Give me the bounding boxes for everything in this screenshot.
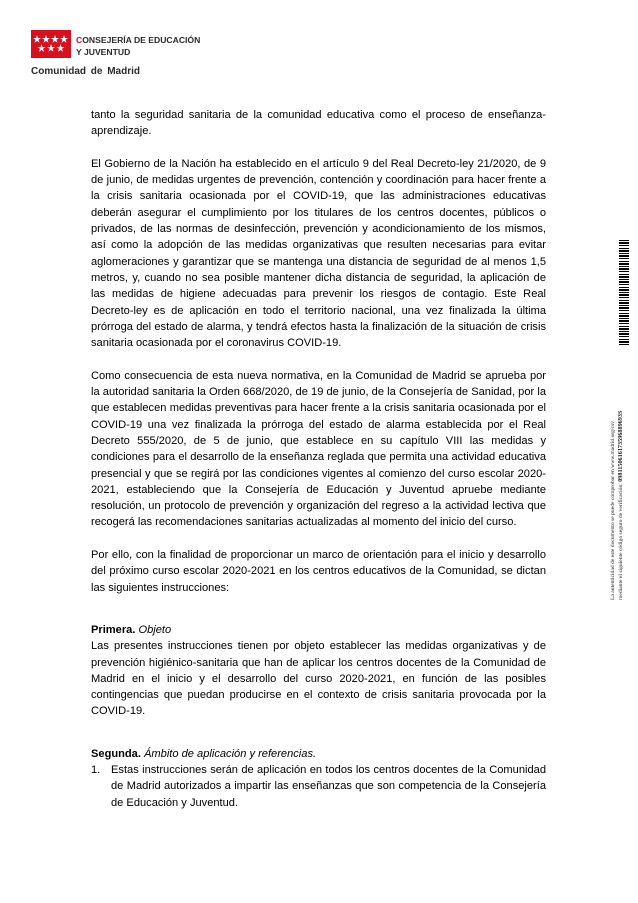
- paragraph-4: Por ello, con la finalidad de proporcionar un marco de orientación para el inicio y desarrollo del próximo curso escolar 2020-2021 en los centros educativos de la Comunidad, se dictan las siguientes instrucciones:: [91, 549, 546, 594]
- list-item-text: Estas instrucciones serán de aplicación en todos los centros docentes de la Comunidad de Madrid autorizados a impartir las enseñanzas que son competencia de la Consejería de Educación y Juventud.: [111, 763, 546, 809]
- document-body: [91, 107, 546, 811]
- verification-line1: La autenticidad de este documento se puede comprobar en www.madrid.org/csv: [610, 421, 616, 600]
- section-1-subtitle: Objeto: [138, 623, 172, 636]
- paragraph-3: Como consecuencia de esta nueva normativa, en la Comunidad de Madrid se aprueba por la autoridad sanitaria la Orden 668/2020, de 19 de junio, de la Consejería de Sanidad, por la que establecen medidas preventivas para hacer frente a la crisis sanitaria ocasionada por el COVID-19 una vez finalizada la prórroga del estado de alarma establecida por el Real Decreto 555/2020, de 5 de junio, que establece en su capítulo VIII las medidas y condiciones para el desarrollo de la enseñanza reglada que permita una actividad educativa presencial y que se regirá por las condiciones vigentes al comienzo del curso escolar 2020-2021, estableciendo que la Consejería de Educación y Juventud apruebe mediante resolución, un protocolo de prevención y organización del regreso a la actividad lectiva que recogerá las recomendaciones sanitarias actualizadas al momento del inicio del curso.: [91, 369, 546, 529]
- paragraph-2: El Gobierno de la Nación ha establecido en el artículo 9 del Real Decreto-ley 21/2020, de 9 de junio, de medidas urgentes de prevención, contención y coordinación para hacer frente a la crisis sanitaria ocasionada por el COVID-19, que las administraciones educativas deberán asegurar el cumplimiento por los titulares de los centros docentes, públicos o privados, de las normas de desinfección, prevención y acondicionamiento de los mismos, así como la adopción de las medidas organizativas que resulten necesarias para evitar aglomeraciones y garantizar que se mantenga una distancia de seguridad de al menos 1,5 metros, y, cuando no sea posible mantener dicha distancia de seguridad, la aplicación de las medidas de higiene adecuadas para prevenir los riesgos de contagio. Este Real Decreto-ley es de aplicación en todo el territorio nacional, una vez finalizada la última prórroga del estado de alarma, y tendrá efectos hasta la finalización de la situación de crisis sanitaria ocasionada por el coronavirus COVID-19.: [91, 157, 546, 350]
- paragraph-1: tanto la seguridad sanitaria de la comunidad educativa como el proceso de enseñanza-aprendizaje.: [91, 109, 546, 138]
- section-1-title: Primera.: [91, 623, 136, 636]
- list-item-number: 1.: [91, 763, 101, 776]
- section-1-text: Las presentes instrucciones tienen por objeto establecer las medidas organizativas y de prevención higiénico-sanitaria que han de aplicar los centros docentes de la Comunidad de Madrid en el inicio y el desarrollo del curso 2020-2021, en función de las posibles contingencias que puedan producirse en el contexto de crisis sanitaria provocada por la COVID-19.: [91, 640, 546, 718]
- section-1-heading: [91, 622, 546, 638]
- org-line1: ONSEJERÍA DE EDUCACIÓN: [82, 35, 201, 45]
- verification-code: 0981150616173596889693S: [617, 410, 624, 482]
- section-2-title: Segunda.: [91, 747, 141, 760]
- org-line2: Y JUVENTUD: [76, 47, 131, 57]
- org-initial: C: [76, 35, 83, 45]
- list-item: [91, 762, 546, 811]
- section-2-subtitle: Ámbito de aplicación y referencias.: [144, 747, 317, 760]
- organization-name: [76, 34, 200, 58]
- region-flag-logo: [31, 30, 71, 58]
- barcode-icon: [619, 240, 629, 345]
- section-2-heading: [91, 746, 546, 762]
- stars-icon: [31, 30, 71, 58]
- verification-line2: mediante el siguiente código seguro de verificación:: [618, 483, 624, 600]
- region-name: Comunidad de Madrid: [31, 66, 140, 77]
